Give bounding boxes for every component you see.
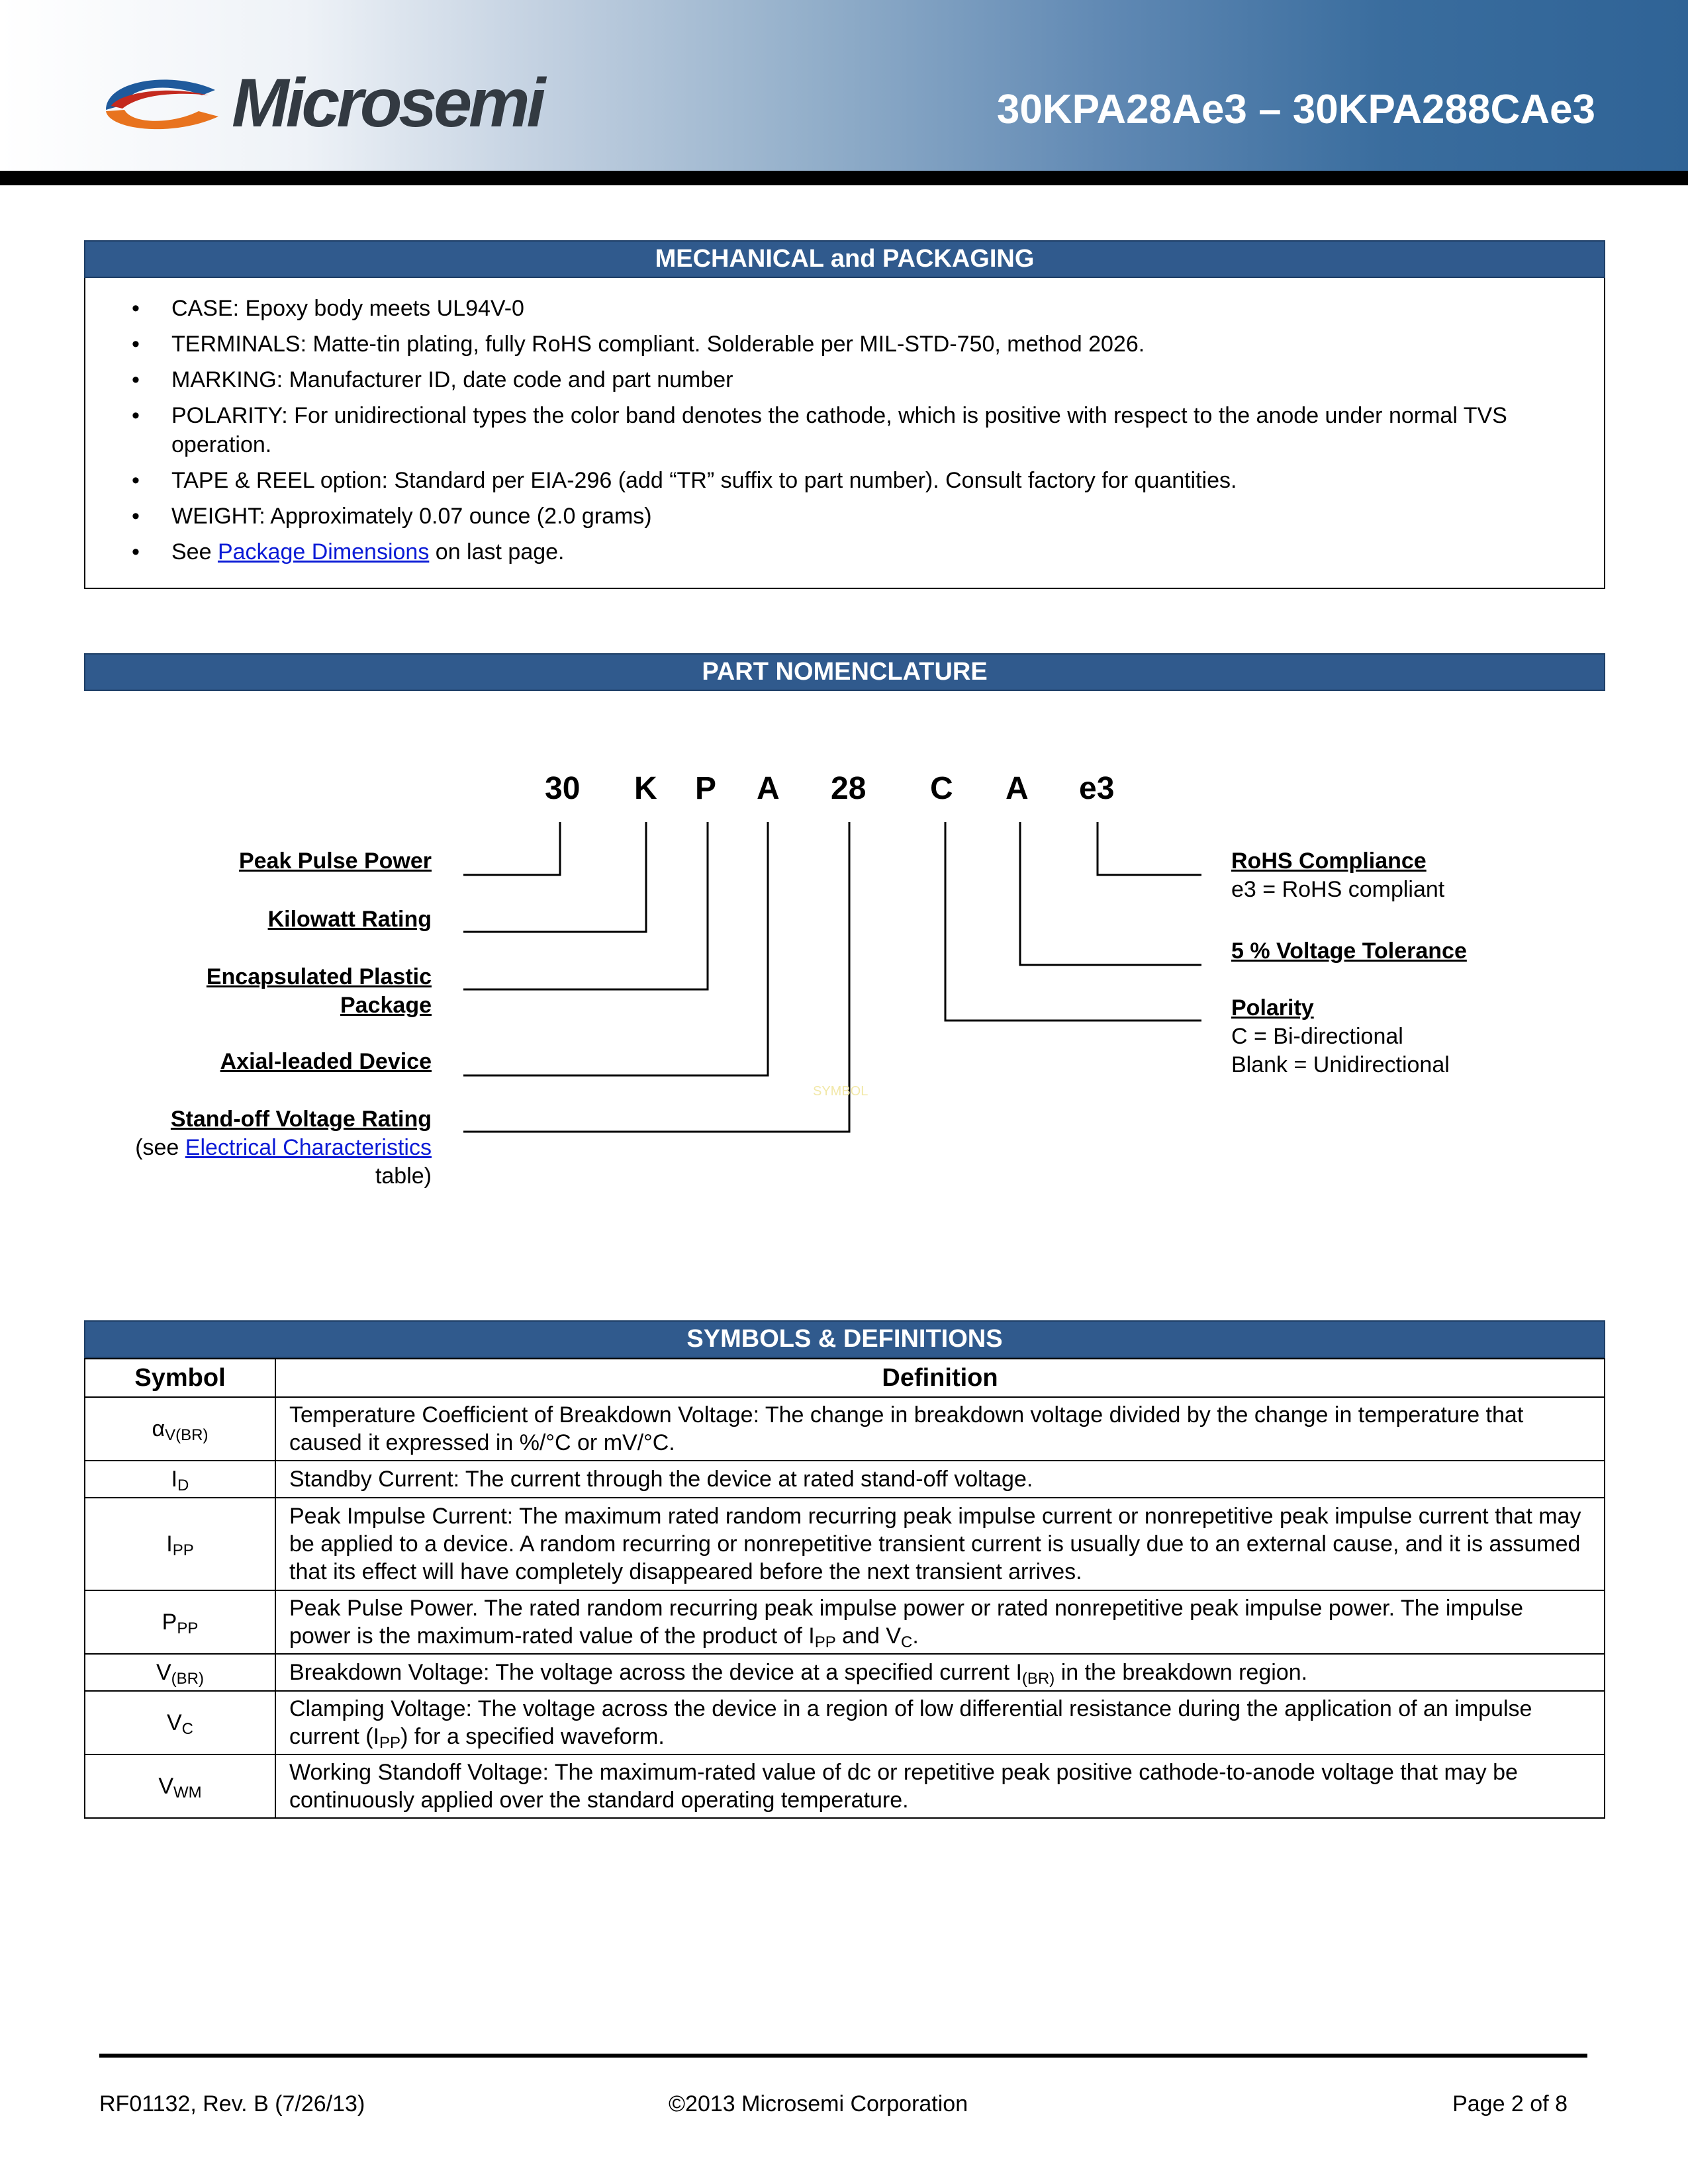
footer-copyright: ©2013 Microsemi Corporation bbox=[669, 2091, 968, 2116]
symbols-table bbox=[84, 1358, 1605, 1819]
document-title: 30KPA28Ae3 – 30KPA288CAe3 bbox=[996, 87, 1595, 132]
label-polarity: Polarity C = Bi-directional Blank = Unidirectional bbox=[1231, 995, 1450, 1077]
logo-swoosh-icon bbox=[93, 64, 232, 143]
table-row bbox=[85, 1654, 1605, 1691]
symbol-cell: $P_{PP}$ bbox=[85, 1590, 275, 1654]
code-a2: A bbox=[1006, 771, 1029, 806]
leader-standoff bbox=[463, 822, 849, 1132]
table-header-row bbox=[85, 1359, 1605, 1397]
leader-kilowatt-rating bbox=[463, 822, 646, 932]
footer-rule bbox=[99, 2054, 1587, 2058]
list-item: • TERMINALS: Matte-tin plating, fully RoHS compliant. Solderable per MIL-STD-750, method 2026. bbox=[152, 330, 1575, 359]
table-row bbox=[85, 1397, 1605, 1461]
package-dimensions-link[interactable]: Package Dimensions bbox=[217, 539, 430, 565]
col-definition: Definition bbox=[275, 1359, 1605, 1397]
footer-revision: RF01132, Rev. B (7/26/13) bbox=[99, 2091, 365, 2116]
definition-cell: Standby Current: The current through the device at rated stand-off voltage. bbox=[275, 1461, 1605, 1498]
col-symbol: Symbol bbox=[85, 1359, 275, 1397]
label-tolerance: 5 % Voltage Tolerance bbox=[1231, 938, 1467, 964]
code-k: K bbox=[634, 771, 657, 806]
electrical-characteristics-link[interactable]: Electrical Characteristics bbox=[185, 1135, 432, 1160]
watermark: SYMBOL bbox=[813, 1084, 868, 1099]
symbol-cell: $\alpha_{V(BR)}$ bbox=[85, 1397, 275, 1461]
label-standoff: Stand-off Voltage Rating (see Electrical Characteristics table) bbox=[135, 1107, 432, 1189]
code-p: P bbox=[695, 771, 717, 806]
code-28: 28 bbox=[831, 771, 867, 806]
leader-axial bbox=[463, 822, 768, 1075]
label-peak-pulse-power: Peak Pulse Power bbox=[238, 848, 432, 874]
symbol-cell: $I_D$ bbox=[85, 1461, 275, 1498]
table-row bbox=[85, 1754, 1605, 1818]
definition-cell: Breakdown Voltage: The voltage across the device at a specified current $I_{(BR)}$ in the breakdown region. bbox=[275, 1654, 1605, 1691]
table-row bbox=[85, 1691, 1605, 1754]
definition-cell: Peak Impulse Current: The maximum rated random recurring peak impulse current or nonrepetitive peak impulse current that may be applied to a device. A random recurring or nonrepetitive transient current is usually due to an external cause, and it is assumed that its effect will have completely disappeared before the next transient arrives. bbox=[275, 1498, 1605, 1590]
see-prefix: See bbox=[171, 539, 218, 565]
footer-page-number: Page 2 of 8 bbox=[1452, 2091, 1568, 2116]
mechanical-list bbox=[152, 294, 1575, 573]
symbol-cell: $V_{WM}$ bbox=[85, 1754, 275, 1818]
label-axial: Axial-leaded Device bbox=[220, 1049, 432, 1074]
leader-peak-pulse-power bbox=[463, 822, 560, 875]
list-item: • MARKING: Manufacturer ID, date code and part number bbox=[152, 365, 1575, 394]
definition-cell: Peak Pulse Power. The rated random recurring peak impulse power or rated nonrepetitive peak impulse power. The impulse power is the maximum-rated value of the product of $I_{PP}$ and $V_C$. bbox=[275, 1590, 1605, 1654]
definition-cell: Temperature Coefficient of Breakdown Voltage: The change in breakdown voltage divided by the change in temperature that caused it expressed in %/°C or mV/°C. bbox=[275, 1397, 1605, 1461]
list-item: • CASE: Epoxy body meets UL94V-0 bbox=[152, 294, 1575, 323]
label-encapsulated: Encapsulated Plastic Package bbox=[206, 964, 432, 1018]
table-row bbox=[85, 1498, 1605, 1590]
logo-text: Microsemi bbox=[232, 65, 543, 142]
leader-rohs bbox=[1098, 822, 1201, 875]
list-item: • TAPE & REEL option: Standard per EIA-296 (add “TR” suffix to part number). Consult factory for quantities. bbox=[152, 466, 1575, 495]
symbol-cell: $V_{(BR)}$ bbox=[85, 1654, 275, 1691]
nomenclature-section-header: PART NOMENCLATURE bbox=[84, 653, 1605, 691]
leader-encapsulated bbox=[463, 822, 708, 989]
mechanical-section-box bbox=[84, 278, 1605, 589]
table-row bbox=[85, 1461, 1605, 1498]
page-header bbox=[0, 0, 1688, 171]
leader-polarity bbox=[945, 822, 1201, 1021]
code-e3: e3 bbox=[1079, 771, 1115, 806]
table-row bbox=[85, 1590, 1605, 1654]
code-a: A bbox=[757, 771, 780, 806]
label-rohs: RoHS Compliance e3 = RoHS compliant bbox=[1231, 848, 1445, 902]
list-item: • WEIGHT: Approximately 0.07 ounce (2.0 grams) bbox=[152, 502, 1575, 531]
header-rule bbox=[0, 171, 1688, 185]
definition-cell: Clamping Voltage: The voltage across the device in a region of low differential resistance during the application of an impulse current $(I_{PP})$ for a specified waveform. bbox=[275, 1691, 1605, 1754]
definition-cell: Working Standoff Voltage: The maximum-rated value of dc or repetitive peak positive cathode-to-anode voltage that may be continuously applied over the standard operating temperature. bbox=[275, 1754, 1605, 1818]
microsemi-logo bbox=[93, 64, 583, 143]
list-item: • POLARITY: For unidirectional types the color band denotes the cathode, which is positive with respect to the anode under normal TVS operation. bbox=[152, 401, 1575, 459]
see-suffix: on last page. bbox=[429, 539, 565, 565]
symbol-cell: $V_C$ bbox=[85, 1691, 275, 1754]
code-c: C bbox=[930, 771, 953, 806]
label-kilowatt-rating: Kilowatt Rating bbox=[267, 907, 432, 932]
mechanical-section-header: MECHANICAL and PACKAGING bbox=[84, 240, 1605, 278]
list-item bbox=[152, 537, 1575, 567]
symbol-cell: $I_{PP}$ bbox=[85, 1498, 275, 1590]
leader-tolerance bbox=[1020, 822, 1201, 965]
part-nomenclature-diagram bbox=[0, 761, 1688, 1224]
code-30: 30 bbox=[545, 771, 581, 806]
symbols-section-header: SYMBOLS & DEFINITIONS bbox=[84, 1320, 1605, 1358]
